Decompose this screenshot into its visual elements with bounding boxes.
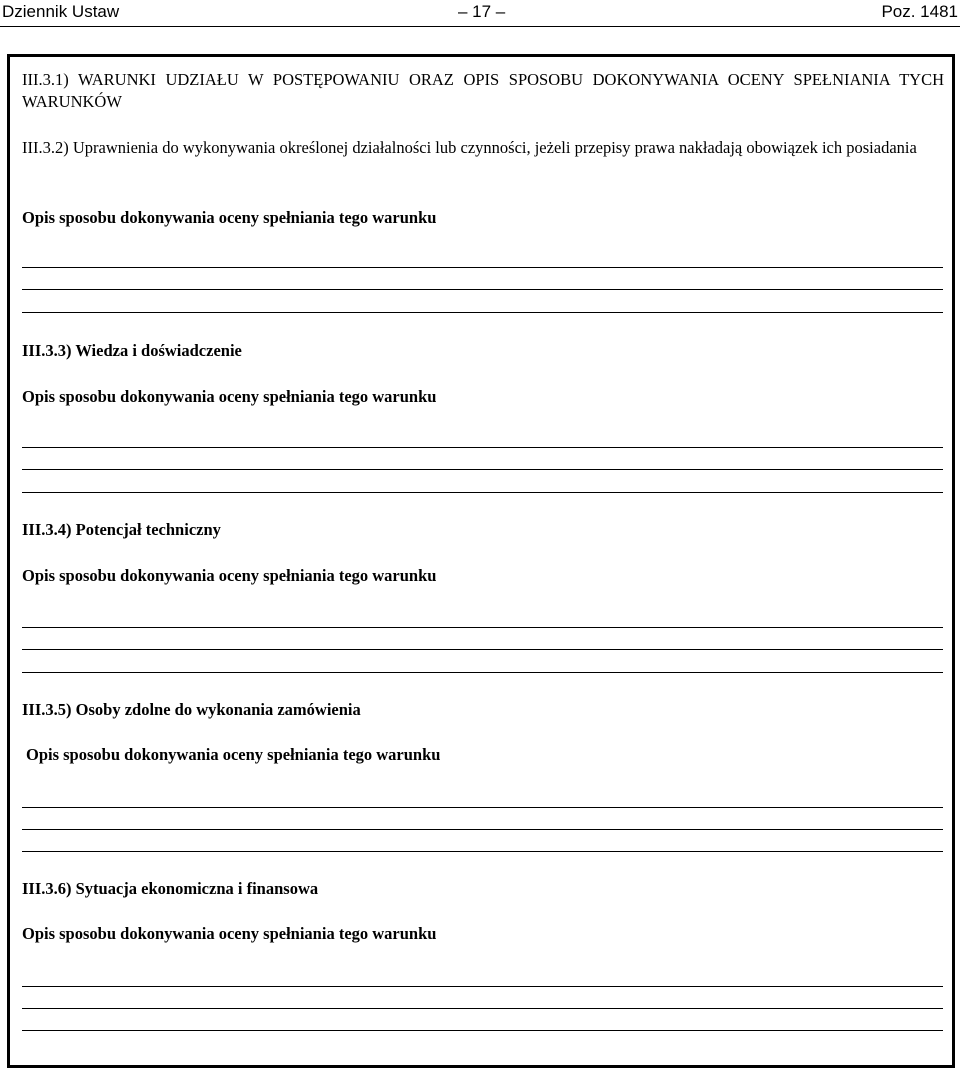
answer-line-3-4-2[interactable]: [22, 649, 943, 650]
description-label-3-6: Opis sposobu dokonywania oceny spełniania tego warunku: [22, 924, 437, 943]
answer-line-3-6-3[interactable]: [22, 1030, 943, 1031]
answer-line-3-3-2[interactable]: [22, 469, 943, 470]
answer-line-3-3-3[interactable]: [22, 492, 943, 493]
answer-line-3-2-3[interactable]: [22, 312, 943, 313]
section-heading-3-1: III.3.1) WARUNKI UDZIAŁU W POSTĘPOWANIU ORAZ OPIS SPOSOBU DOKONYWANIA OCENY SPEŁNIANIA TYCH WARUNKÓW: [22, 70, 944, 111]
section-heading-3-3: III.3.3) Wiedza i doświadczenie: [22, 341, 242, 360]
answer-line-3-4-3[interactable]: [22, 672, 943, 673]
answer-line-3-3-1[interactable]: [22, 447, 943, 448]
position-number: Poz. 1481: [881, 2, 958, 21]
page-header: [0, 0, 960, 26]
answer-line-3-6-1[interactable]: [22, 986, 943, 987]
section-heading-3-6: III.3.6) Sytuacja ekonomiczna i finansowa: [22, 879, 319, 898]
answer-line-3-2-2[interactable]: [22, 289, 943, 290]
journal-title: Dziennik Ustaw: [2, 2, 120, 21]
answer-line-3-5-3[interactable]: [22, 851, 943, 852]
form-frame: [7, 54, 955, 1068]
answer-line-3-4-1[interactable]: [22, 627, 943, 628]
section-heading-3-2: III.3.2) Uprawnienia do wykonywania określonej działalności lub czynności, jeżeli przepisy prawa nakładają obowiązek ich posiadania: [22, 138, 917, 157]
answer-line-3-2-1[interactable]: [22, 267, 943, 268]
section-heading-3-5: III.3.5) Osoby zdolne do wykonania zamówienia: [22, 700, 361, 719]
description-label-3-4: Opis sposobu dokonywania oceny spełniania tego warunku: [22, 566, 437, 585]
description-label-3-5: Opis sposobu dokonywania oceny spełniania tego warunku: [26, 745, 441, 764]
description-label-3-2: Opis sposobu dokonywania oceny spełniania tego warunku: [22, 208, 437, 227]
answer-line-3-6-2[interactable]: [22, 1008, 943, 1009]
section-heading-3-4: III.3.4) Potencjał techniczny: [22, 520, 221, 539]
description-label-3-3: Opis sposobu dokonywania oceny spełniania tego warunku: [22, 387, 437, 406]
answer-line-3-5-2[interactable]: [22, 829, 943, 830]
answer-line-3-5-1[interactable]: [22, 807, 943, 808]
header-divider: [0, 26, 960, 27]
page-number: – 17 –: [458, 2, 506, 21]
